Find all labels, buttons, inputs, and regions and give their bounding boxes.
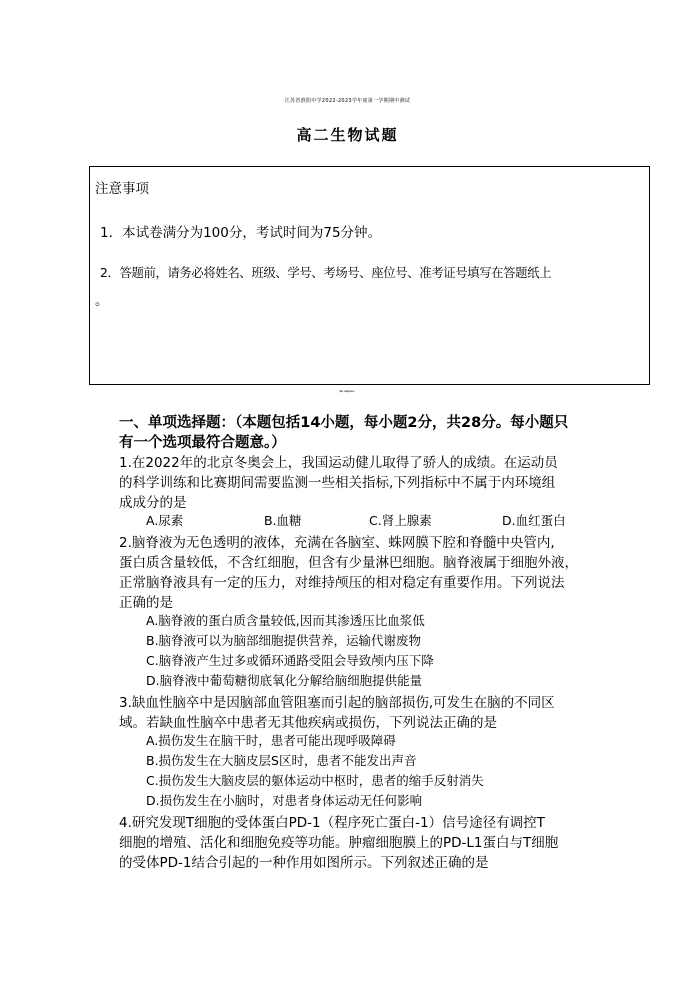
- question-1-line: 1.在2022年的北京冬奥会上，我国运动健儿取得了骄人的成绩。在运动员: [119, 455, 558, 471]
- notice-item-1: 1．本试卷满分为100分，考试时间为75分钟。: [100, 225, 382, 241]
- question-1-option-c: C.肾上腺素: [369, 513, 432, 528]
- question-2-option-d: D.脑脊液中葡萄糖彻底氧化分解给脑细胞提供能量: [146, 673, 423, 688]
- question-1-option-d: D.血红蛋白: [502, 513, 566, 528]
- question-2-line: 蛋白质含量较低，不含红细胞，但含有少量淋巴细胞。脑脊液属于细胞外液，: [119, 555, 578, 571]
- question-2-line: 正常脑脊液具有一定的压力，对维持颅压的相对稳定有重要作用。下列说法: [119, 575, 565, 591]
- school-title: 江苏省淮阴中学2022-2023学年度第一学期期中测试: [284, 98, 411, 104]
- question-3-option-c: C.损伤发生大脑皮层的躯体运动中枢时，患者的缩手反射消失: [146, 773, 484, 788]
- part-instruction-line-1: 一、单项选择题：（本题包括14小题，每小题2分，共28分。每小题只: [119, 415, 569, 431]
- notice-heading: 注意事项: [95, 181, 149, 197]
- page-title: 高二生物试题: [296, 126, 399, 144]
- question-4-line: 4.研究发现T细胞的受体蛋白PD-1（程序死亡蛋白-1）信号途径有调控T: [119, 815, 545, 831]
- notice-box: [89, 166, 650, 385]
- notice-item-2: 2．答题前，请务必将姓名、班级、学号、考场号、座位号、准考证号填写在答题纸上: [100, 265, 552, 280]
- question-1-option-a: A.尿素: [146, 513, 184, 528]
- notice-item-2-cont: 。: [95, 293, 109, 309]
- question-2-line: 正确的是: [119, 595, 173, 611]
- question-2-option-b: B.脑脊液可以为脑部细胞提供营养，运输代谢废物: [146, 633, 422, 648]
- question-3-option-d: D.损伤发生在小脑时，对患者身体运动无任何影响: [146, 793, 423, 808]
- question-4-line: 的受体PD-1结合引起的一种作用如图所示。下列叙述正确的是: [119, 855, 489, 871]
- question-2-option-a: A.脑脊液的蛋白质含量较低,因而其渗透压比血浆低: [146, 613, 425, 628]
- question-2-option-c: C.脑脊液产生过多或循环通路受阻会导致颅内压下降: [146, 653, 434, 668]
- question-3-option-a: A.损伤发生在脑干时，患者可能出现呼吸障碍: [146, 733, 396, 748]
- question-1-option-b: B.血糖: [264, 513, 302, 528]
- part-instruction-line-2: 有一个选项最符合题意。）: [119, 435, 286, 451]
- question-3-line: 3.缺血性脑卒中是因脑部血管阻塞而引起的脑部损伤,可发生在脑的不同区: [119, 695, 555, 711]
- question-3-line: 域。若缺血性脑卒中患者无其他疾病或损伤，下列说法正确的是: [119, 715, 497, 731]
- question-3-option-b: B.损伤发生在大脑皮层S区时，患者不能发出声音: [146, 753, 417, 768]
- question-1-line: 成成分的是: [119, 495, 187, 511]
- section-heading: 第Ⅰ卷（选择题共43分）: [339, 392, 356, 393]
- question-1-line: 的科学训练和比赛期间需要监测一些相关指标,下列指标中不属于内环境组: [119, 475, 556, 491]
- question-4-line: 细胞的增殖、活化和细胞免疫等功能。肿瘤细胞膜上的PD-L1蛋白与T细胞: [119, 835, 559, 851]
- question-2-line: 2.脑脊液为无色透明的液体，充满在各脑室、蛛网膜下腔和脊髓中央管内,: [119, 535, 555, 551]
